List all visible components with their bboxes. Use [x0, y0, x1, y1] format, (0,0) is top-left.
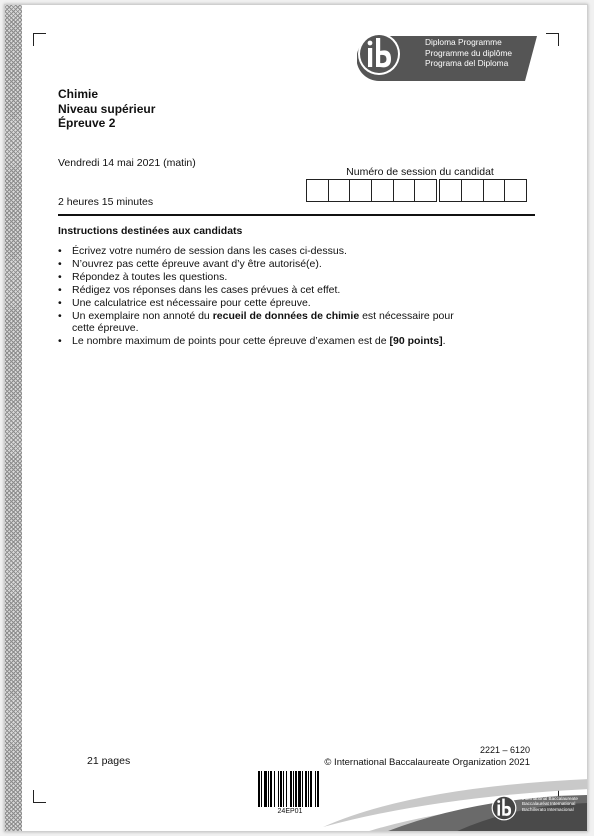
programme-line-en: Diploma Programme [425, 37, 502, 47]
instruction-emphasis: recueil de données de chimie [212, 309, 360, 322]
session-digit-box[interactable] [306, 179, 329, 202]
session-digit-box[interactable] [461, 179, 484, 202]
binding-strip [5, 5, 22, 831]
ib-logo-icon [357, 32, 401, 76]
ib-footer-logo-icon [491, 795, 517, 821]
ib-programme-banner [357, 32, 537, 81]
instruction-item: • Écrivez votre numéro de session dans les cases ci-dessus. [58, 245, 478, 258]
crop-mark-top-left [33, 33, 46, 46]
header-divider [58, 214, 535, 216]
org-line-fr: Baccalauréat International [522, 801, 576, 807]
programme-line-fr: Programme du diplôme [425, 47, 513, 58]
session-digit-box[interactable] [393, 179, 416, 202]
paper-number: Épreuve 2 [58, 116, 116, 130]
org-line-es: Bachillerato Internacional [522, 806, 574, 812]
session-digit-box[interactable] [328, 179, 351, 202]
instruction-item: • Répondez à toutes les questions. [58, 271, 478, 284]
instruction-item [58, 335, 478, 348]
subject-level: Niveau supérieur [58, 101, 156, 116]
exam-subject-block [58, 87, 155, 131]
session-digit-box[interactable] [439, 179, 462, 202]
org-line-en: International Baccalaureate [522, 796, 578, 801]
subject-title: Chimie [58, 87, 99, 101]
instruction-text: Le nombre maximum de points pour cette épreuve d’examen est de [72, 335, 390, 348]
barcode-bar [319, 771, 320, 807]
instruction-item: • N’ouvrez pas cette épreuve avant d’y être autorisé(e). [58, 258, 478, 271]
session-number-label: Numéro de session du candidat [346, 166, 494, 178]
paper-code: 2221 – 6120 [479, 745, 530, 755]
instruction-text: Un exemplaire non annoté du [72, 309, 213, 322]
exam-date: Vendredi 14 mai 2021 (matin) [58, 157, 196, 169]
barcode-text: 24EP01 [277, 808, 303, 815]
barcode-bars [258, 771, 322, 807]
instruction-text: . [442, 335, 446, 348]
instruction-item [58, 310, 478, 336]
page-count: 21 pages [87, 755, 131, 767]
exam-duration: 2 heures 15 minutes [58, 196, 154, 208]
instructions-title: Instructions destinées aux candidats [58, 225, 243, 237]
session-digit-box[interactable] [414, 179, 437, 202]
instructions-list [58, 245, 478, 348]
exam-cover-page [4, 4, 588, 832]
copyright-notice: © International Baccalaureate Organization 2021 [324, 757, 530, 768]
session-digit-box[interactable] [371, 179, 394, 202]
barcode [258, 771, 322, 815]
programme-line-es: Programa del Diploma [425, 58, 509, 68]
crop-mark-top-right [546, 33, 559, 46]
ib-organisation-names [522, 796, 578, 812]
instruction-text: est nécessaire pour cette épreuve. [72, 309, 454, 335]
session-digit-box[interactable] [483, 179, 506, 202]
session-digit-box[interactable] [504, 179, 527, 202]
crop-mark-bottom-left [33, 790, 46, 803]
session-digit-box[interactable] [349, 179, 372, 202]
instruction-emphasis: [90 points] [389, 335, 443, 348]
programme-names [425, 37, 512, 69]
instruction-item: • Rédigez vos réponses dans les cases prévues à cet effet. [58, 284, 478, 297]
session-number-boxes [306, 179, 527, 202]
instruction-item: • Une calculatrice est nécessaire pour cette épreuve. [58, 297, 478, 310]
